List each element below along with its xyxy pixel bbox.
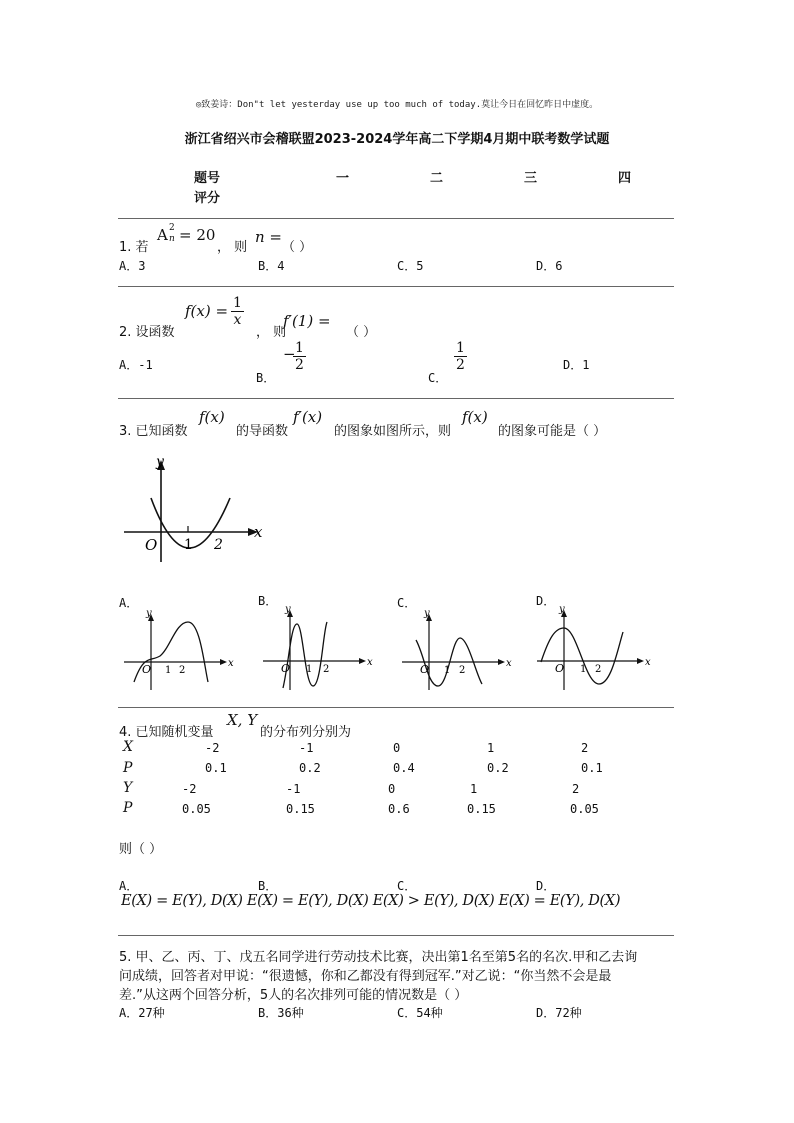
q5-option-a: A．27种	[119, 1006, 165, 1020]
divider-5	[118, 935, 674, 936]
q2-option-b-fraction	[293, 340, 306, 373]
q3-text-4: 的图象可能是（ ）	[498, 424, 607, 439]
q3-option-b-label: B．	[258, 594, 278, 608]
q2-option-c-numerator: 1	[456, 340, 465, 356]
q4-suffix: 的分布列分别为	[260, 725, 352, 740]
py-value: 0.05	[570, 802, 599, 816]
y-value: -1	[286, 782, 301, 796]
px-value: 0.1	[581, 761, 603, 775]
d-curve	[541, 628, 623, 684]
c-origin-label: O	[420, 663, 430, 676]
q1-subscript: n	[169, 234, 175, 244]
q3-option-d-graph	[537, 602, 657, 692]
q1-variable: n =	[255, 228, 282, 246]
q2-option-b-numerator: 1	[295, 340, 304, 356]
score-column-1: 一	[336, 171, 350, 186]
c-x-label: x	[506, 658, 512, 669]
q2-fraction	[231, 295, 244, 328]
q2-option-c-label: C．	[428, 371, 448, 385]
q4-prefix: 4. 已知随机变量	[119, 725, 214, 740]
px-value: 0.1	[205, 761, 227, 775]
x-row-label: X	[123, 739, 133, 755]
divider-2	[118, 286, 674, 287]
a-origin-label: O	[142, 663, 152, 676]
score-column-2: 二	[430, 171, 444, 186]
q2-option-b-denominator: 2	[295, 357, 304, 373]
q4-option-c-label: C．	[397, 879, 417, 893]
b-y-label: y	[285, 604, 291, 615]
y-value: 0	[388, 782, 396, 796]
px-value: 0.2	[487, 761, 509, 775]
score-row-label-score: 评分	[194, 191, 221, 206]
b-x-arrow-icon	[359, 658, 366, 664]
q2-derivative: f′(1) =	[283, 312, 331, 330]
divider-4	[118, 707, 674, 708]
b-tick-2-label: 2	[323, 664, 330, 675]
q4-option-d-label: D．	[536, 879, 556, 893]
a-tick-1-label: 1	[165, 665, 172, 676]
q2-fraction-denominator: x	[233, 312, 242, 328]
d-tick-1-label: 1	[580, 664, 587, 675]
q3-function-2: f′(x)	[293, 408, 323, 426]
q2-prefix: 2. 设函数	[119, 325, 175, 340]
q3-option-b-graph	[259, 602, 379, 692]
d-x-arrow-icon	[637, 658, 644, 664]
b-x-label: x	[367, 657, 373, 668]
x-value: 0	[393, 741, 401, 755]
q2-then: ， 则	[256, 325, 287, 340]
q4-option-b-label: B．	[258, 879, 278, 893]
y-value: 2	[572, 782, 580, 796]
c-y-label: y	[424, 608, 430, 619]
q3-function-3: f(x)	[462, 408, 488, 426]
c-x-arrow-icon	[498, 659, 505, 665]
q1-option-c: C．5	[397, 259, 424, 273]
q1-option-a: A．3	[119, 259, 146, 273]
main-y-label: y	[156, 454, 164, 470]
q2-option-b-label: B．	[256, 371, 276, 385]
py-value: 0.6	[388, 802, 410, 816]
question-1	[119, 223, 679, 255]
q4-variables: X, Y	[227, 711, 258, 729]
py-value: 0.15	[286, 802, 315, 816]
x-value: -2	[205, 741, 220, 755]
q1-blank: （ ）	[282, 240, 313, 255]
q5-option-c: C．54种	[397, 1006, 443, 1020]
q1-option-b: B．4	[258, 259, 285, 273]
q1-then: ， 则	[217, 240, 248, 255]
q2-option-c-denominator: 2	[456, 357, 465, 373]
x-value: 1	[487, 741, 495, 755]
q3-option-c-graph	[398, 604, 518, 692]
main-origin-label: O	[145, 536, 158, 554]
q2-option-a: A．-1	[119, 358, 153, 372]
b-origin-label: O	[281, 662, 291, 675]
a-x-label: x	[228, 658, 234, 669]
a-y-label: y	[146, 608, 152, 619]
q1-option-d: D．6	[536, 259, 563, 273]
score-row-label-number: 题号	[194, 171, 221, 186]
q5-line-3: 差.”从这两个回答分析，5人的名次排列可能的情况数是（ ）	[119, 988, 468, 1003]
c-tick-2-label: 2	[459, 665, 466, 676]
q1-equation: = 20	[179, 226, 216, 244]
y-row-label: Y	[123, 780, 133, 796]
derivative-graph	[118, 448, 278, 566]
q5-option-b: B．36种	[258, 1006, 304, 1020]
py-value: 0.15	[467, 802, 496, 816]
q1-prefix: 1. 若	[119, 240, 149, 255]
q3-option-c-label: C．	[397, 596, 417, 610]
y-value: -2	[182, 782, 197, 796]
q3-text-2: 的导函数	[236, 424, 289, 439]
q4-then: 则（ ）	[119, 842, 163, 857]
q2-function: f(x) =	[185, 302, 229, 320]
score-column-4: 四	[618, 171, 632, 186]
q3-option-d-label: D．	[536, 594, 556, 608]
q3-option-a-graph	[120, 604, 240, 692]
q2-blank: （ ）	[346, 325, 377, 340]
score-column-3: 三	[524, 171, 538, 186]
d-x-label: x	[645, 657, 651, 668]
q3-function-1: f(x)	[199, 408, 225, 426]
q4-option-expressions: E(X) = E(Y), D(X) E(X) = E(Y), D(X) E(X) > E(Y), D(X) E(X) = E(Y), D(X)	[121, 893, 621, 909]
py-value: 0.05	[182, 802, 211, 816]
q3-option-a-label: A．	[119, 596, 139, 610]
y-value: 1	[470, 782, 478, 796]
q2-option-c-fraction	[454, 340, 467, 373]
q5-option-d: D．72种	[536, 1006, 582, 1020]
divider-1	[118, 218, 674, 219]
divider-3	[118, 398, 674, 399]
x-value: 2	[581, 741, 589, 755]
x-value: -1	[299, 741, 314, 755]
q3-text-3: 的图象如图所示，则	[334, 424, 452, 439]
q2-option-d: D．1	[563, 358, 590, 372]
c-tick-1-label: 1	[444, 665, 451, 676]
q2-fraction-numerator: 1	[233, 295, 242, 311]
main-x-label: x	[254, 523, 263, 541]
main-tick-2-label: 2	[214, 537, 223, 553]
q4-option-a-label: A．	[119, 879, 139, 893]
page-title: 浙江省绍兴市会稽联盟2023-2024学年高二下学期4月期中联考数学试题	[184, 132, 610, 147]
a-x-arrow-icon	[220, 659, 227, 665]
q5-line-2: 问成绩，回答者对甲说：“很遗憾，你和乙都没有得到冠军.”对乙说：“你当然不会是最	[119, 969, 612, 984]
b-tick-1-label: 1	[306, 664, 313, 675]
d-origin-label: O	[555, 662, 565, 675]
px-row-label: P	[123, 760, 133, 776]
px-value: 0.2	[299, 761, 321, 775]
py-row-label: P	[123, 800, 133, 816]
d-tick-2-label: 2	[595, 664, 602, 675]
q1-arrangement-symbol: A	[157, 226, 168, 244]
q2-option-b-sign: −	[283, 345, 296, 363]
q3-text-1: 3. 已知函数	[119, 424, 188, 439]
main-tick-1-label: 1	[184, 537, 193, 553]
px-value: 0.4	[393, 761, 415, 775]
d-y-label: y	[559, 604, 565, 615]
q1-superscript: 2	[169, 223, 175, 233]
motto-line: ◎致姜诗：Don"t let yesterday use up too much of today.莫让今日在回忆昨日中虚度。	[195, 100, 599, 110]
q5-line-1: 5. 甲、乙、丙、丁、戊五名同学进行劳动技术比赛，决出第1名至第5名的名次.甲和乙去询	[119, 950, 638, 965]
a-tick-2-label: 2	[179, 665, 186, 676]
